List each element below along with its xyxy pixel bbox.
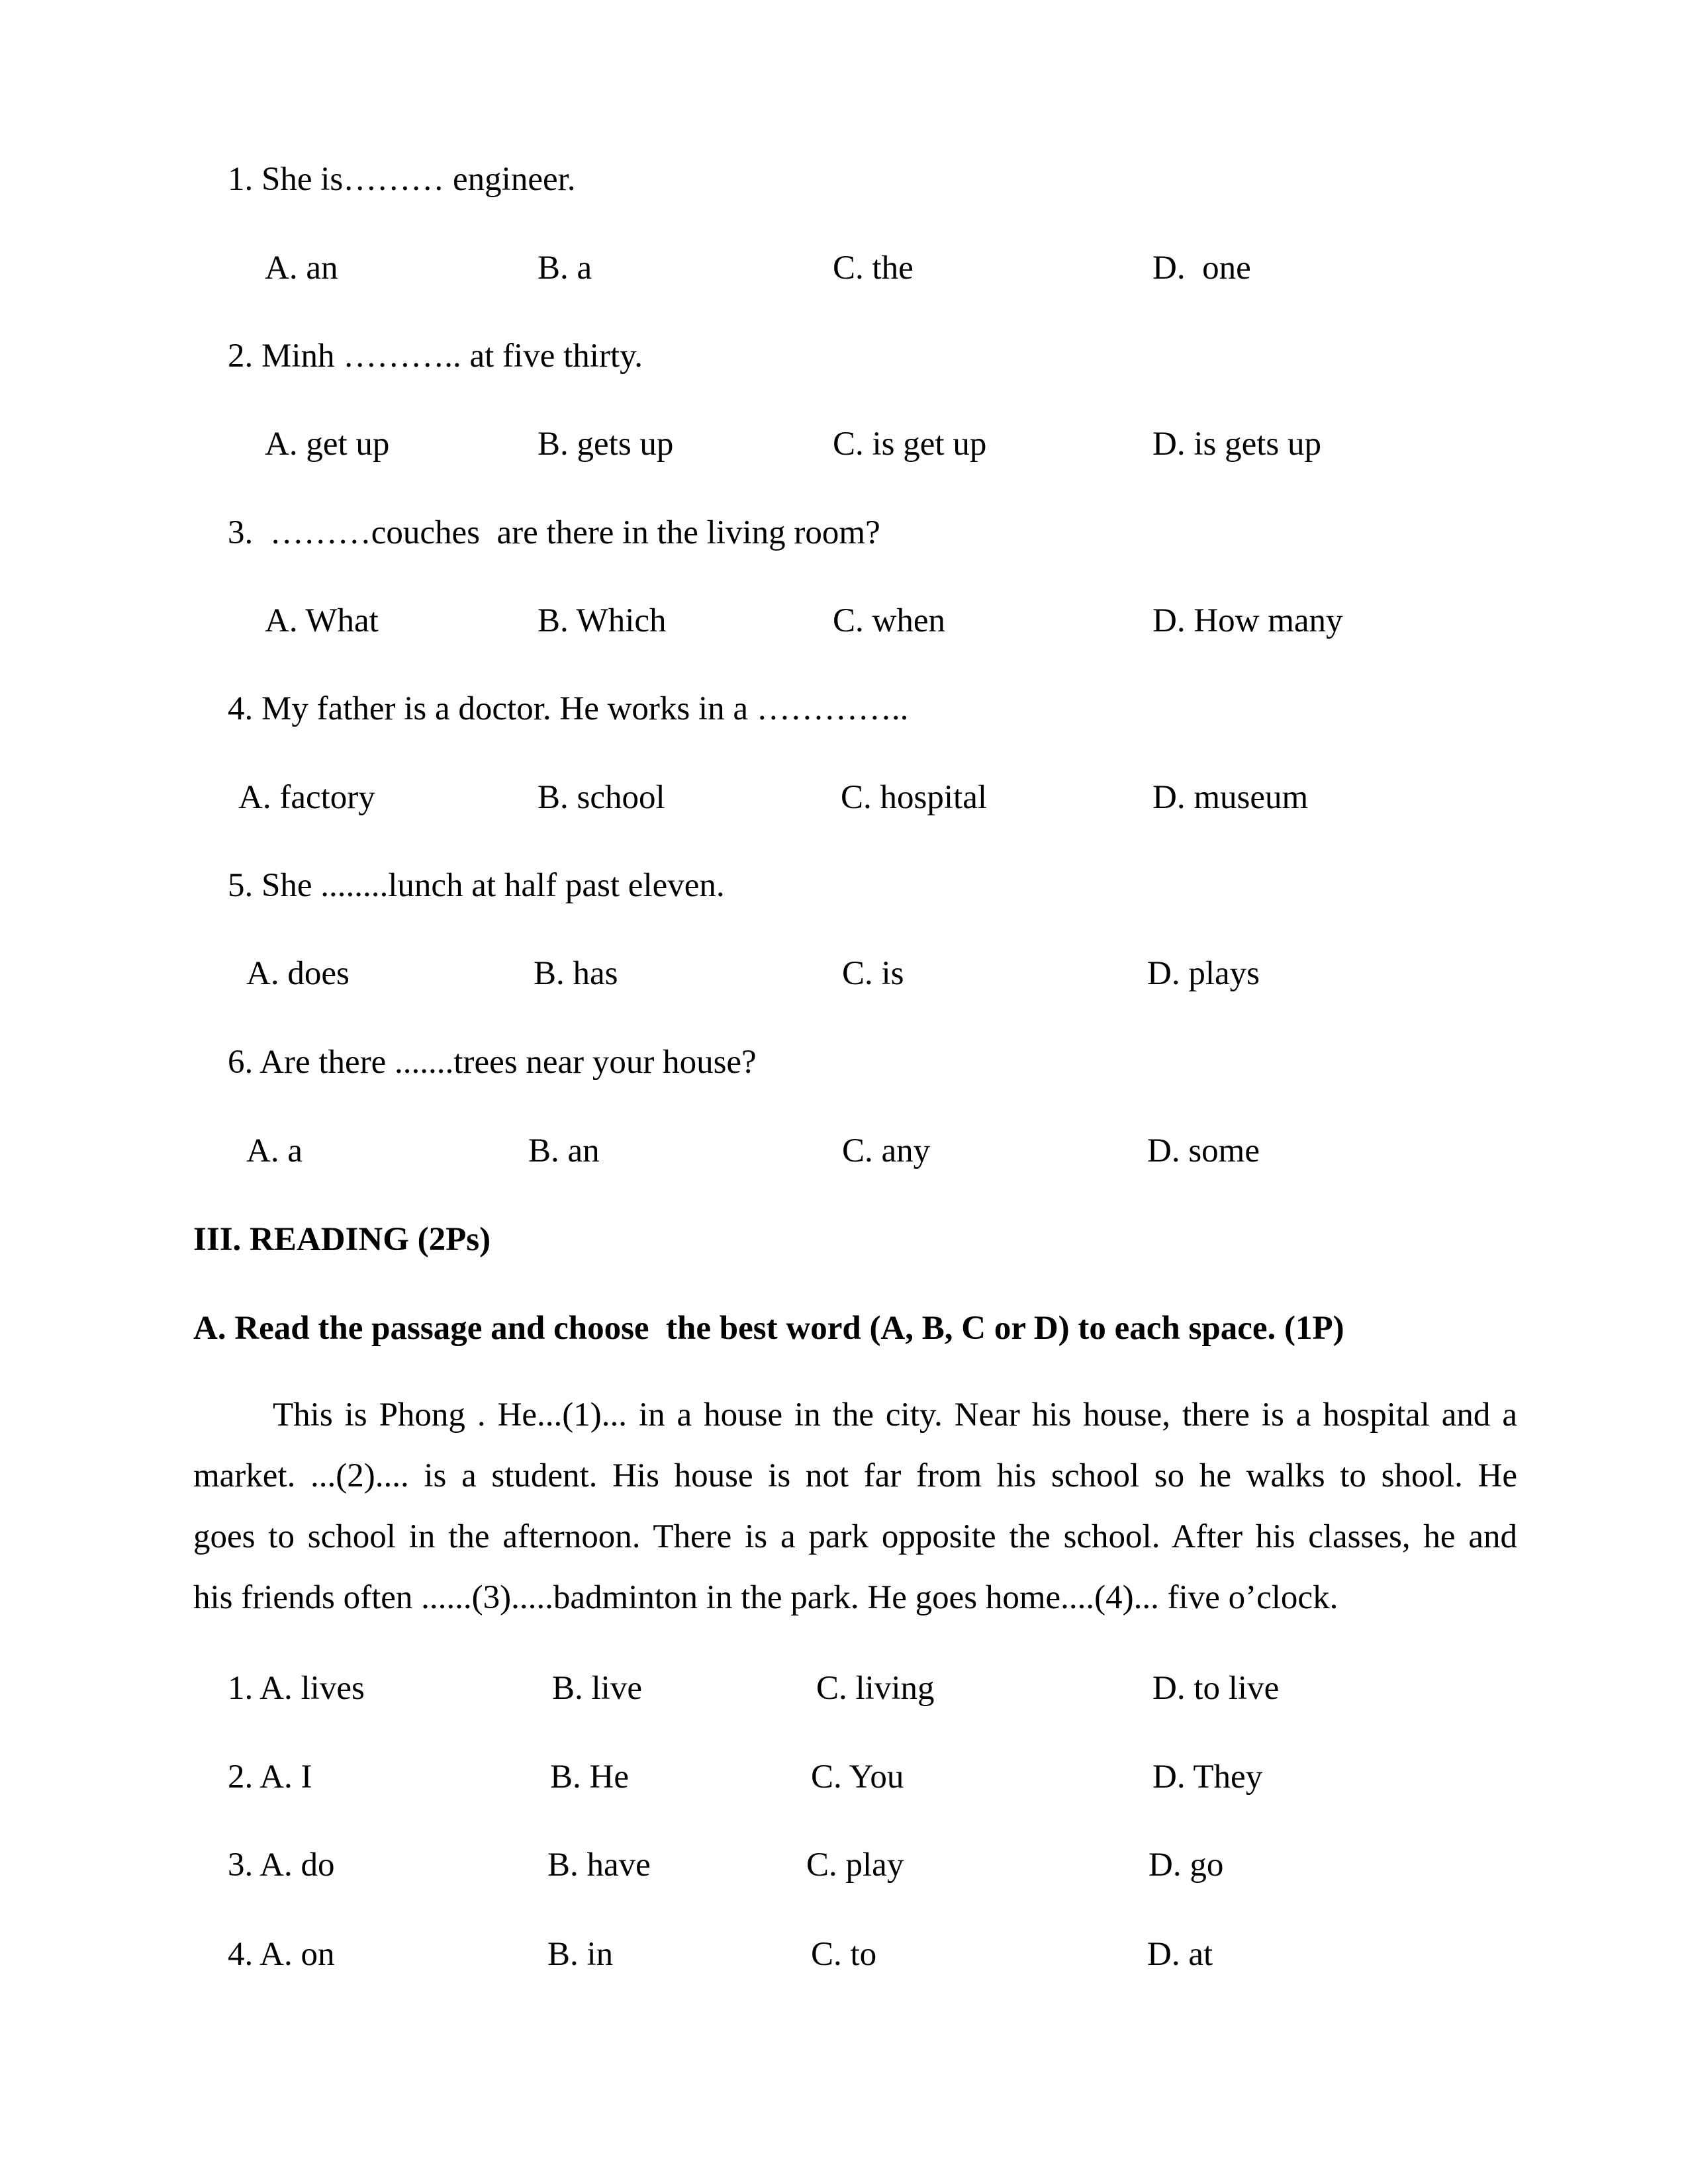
passage-line: market. ...(2).... is a student. His house is not far from his school so he walks to shool. He xyxy=(193,1457,1517,1494)
option-d: D. go xyxy=(1149,1846,1224,1884)
option-a: 4. A. on xyxy=(228,1936,335,1973)
option-d: D. one xyxy=(1152,250,1251,287)
option-a: A. factory xyxy=(238,779,375,816)
option-a: A. get up xyxy=(265,426,390,463)
question-stem: 5. She ........lunch at half past eleven. xyxy=(228,867,725,904)
passage-line: his friends often ......(3).....badminton in the park. He goes home....(4)... five o’clock. xyxy=(193,1579,1338,1616)
option-c: C. You xyxy=(811,1758,904,1796)
option-b: B. Which xyxy=(538,602,667,639)
option-a: 3. A. do xyxy=(228,1846,335,1884)
option-d: D. at xyxy=(1147,1936,1213,1973)
option-c: C. play xyxy=(806,1846,904,1884)
option-c: C. living xyxy=(816,1670,935,1707)
option-b: B. in xyxy=(547,1936,614,1973)
option-d: D. museum xyxy=(1152,779,1309,816)
option-b: B. live xyxy=(552,1670,642,1707)
option-c: C. any xyxy=(842,1132,931,1169)
option-b: B. have xyxy=(547,1846,651,1884)
option-c: C. is get up xyxy=(833,426,987,463)
option-a: A. an xyxy=(265,250,338,287)
option-d: D. some xyxy=(1147,1132,1260,1169)
passage-line: goes to school in the afternoon. There is a park opposite the school. After his classes, he and xyxy=(193,1518,1517,1555)
option-b: B. has xyxy=(534,955,618,992)
option-b: B. He xyxy=(550,1758,629,1796)
option-c: C. when xyxy=(833,602,945,639)
option-b: B. gets up xyxy=(538,426,674,463)
question-stem: 1. She is……… engineer. xyxy=(228,161,576,198)
option-c: C. is xyxy=(842,955,904,992)
option-a: A. What xyxy=(265,602,379,639)
reading-passage xyxy=(193,1385,1517,1628)
option-b: B. an xyxy=(528,1132,600,1169)
option-c: C. hospital xyxy=(841,779,988,816)
option-b: B. school xyxy=(538,779,665,816)
question-stem: 3. ………couches are there in the living room? xyxy=(228,514,880,551)
question-stem: 2. Minh ……….. at five thirty. xyxy=(228,338,643,375)
part-a-instructions: A. Read the passage and choose the best word (A, B, C or D) to each space. (1P) xyxy=(193,1310,1344,1347)
option-d: D. How many xyxy=(1152,602,1343,639)
option-c: C. to xyxy=(811,1936,877,1973)
option-b: B. a xyxy=(538,250,592,287)
option-a: A. does xyxy=(246,955,350,992)
question-stem: 4. My father is a doctor. He works in a ………….. xyxy=(228,690,909,727)
option-c: C. the xyxy=(833,250,914,287)
option-d: D. to live xyxy=(1152,1670,1280,1707)
option-d: D. is gets up xyxy=(1152,426,1321,463)
option-a: A. a xyxy=(246,1132,303,1169)
option-d: D. They xyxy=(1152,1758,1263,1796)
section-title: III. READING (2Ps) xyxy=(193,1221,491,1258)
option-a: 1. A. lives xyxy=(228,1670,365,1707)
question-stem: 6. Are there .......trees near your house? xyxy=(228,1044,757,1081)
option-d: D. plays xyxy=(1147,955,1260,992)
option-a: 2. A. I xyxy=(228,1758,312,1796)
passage-line: This is Phong . He...(1)... in a house in the city. Near his house, there is a hospital and a xyxy=(273,1396,1517,1433)
